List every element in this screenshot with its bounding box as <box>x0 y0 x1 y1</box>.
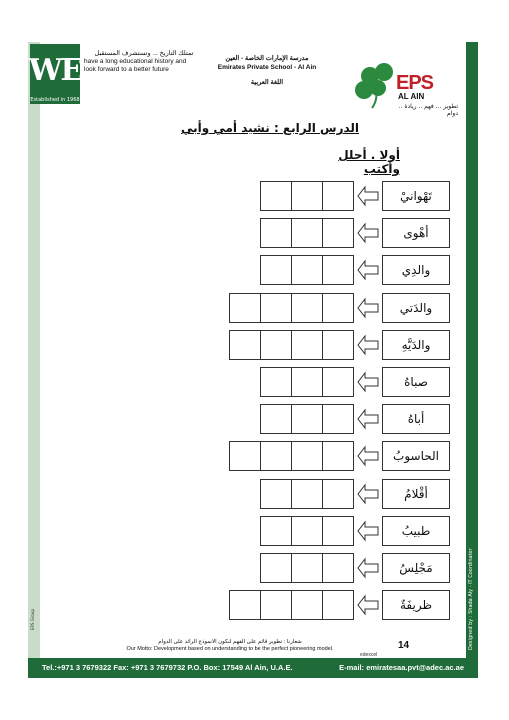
answer-cells <box>260 367 354 397</box>
footer-bar <box>28 658 478 678</box>
school-name <box>202 54 332 87</box>
answer-cells <box>260 218 354 248</box>
answer-cell[interactable] <box>322 479 354 509</box>
answer-cell[interactable] <box>291 330 323 360</box>
answer-cells <box>260 553 354 583</box>
answer-cells <box>260 255 354 285</box>
exercise-word: طبيبُ <box>382 516 450 546</box>
page-number: 14 <box>398 640 410 651</box>
arrow-left-icon <box>356 330 380 360</box>
exercise-row <box>0 516 509 546</box>
school-name-english: Emirates Private School - Al Ain <box>217 64 317 71</box>
exercise-row <box>0 441 509 471</box>
exercise-row <box>0 553 509 583</box>
answer-cell[interactable] <box>229 590 261 620</box>
answer-cell[interactable] <box>291 367 323 397</box>
answer-cell[interactable] <box>260 255 292 285</box>
exercise-row <box>0 590 509 620</box>
answer-cell[interactable] <box>260 590 292 620</box>
answer-cell[interactable] <box>260 218 292 248</box>
footer-motto-english: Our Motto: Development based on understanding to be the perfect pioneering model. <box>126 646 334 652</box>
answer-cell[interactable] <box>322 590 354 620</box>
answer-cell[interactable] <box>229 330 261 360</box>
arrow-left-icon <box>356 218 380 248</box>
answer-cells <box>229 590 354 620</box>
answer-cells <box>229 441 354 471</box>
eps-motto: تطوير ... فهم .. ريادة .. دوام <box>398 103 458 117</box>
exercise-word: والدَتي <box>382 293 450 323</box>
exercise-row <box>0 479 509 509</box>
exercise-word: تَهْوانيْ <box>382 181 450 211</box>
established-label: Established in 1968 <box>30 97 80 103</box>
answer-cell[interactable] <box>291 404 323 434</box>
exercise-word: والدَيَّهِ <box>382 330 450 360</box>
answer-cell[interactable] <box>322 441 354 471</box>
exercise-word: ظريفَةٌ <box>382 590 450 620</box>
exercise-word: صباهُ <box>382 367 450 397</box>
arrow-left-icon <box>356 516 380 546</box>
answer-cell[interactable] <box>322 330 354 360</box>
footer-motto <box>70 639 390 653</box>
answer-cell[interactable] <box>229 293 261 323</box>
tagline-arabic: تمتلك التاريخ ... وتستشرف المستقبل <box>94 50 194 57</box>
answer-cell[interactable] <box>322 255 354 285</box>
tagline <box>84 50 204 74</box>
exercise-word: أقْلامُ <box>382 479 450 509</box>
answer-cell[interactable] <box>260 330 292 360</box>
section-title: أولا . أحلل وأكتب <box>338 148 400 176</box>
answer-cell[interactable] <box>322 516 354 546</box>
answer-cell[interactable] <box>291 516 323 546</box>
eps-city: AL AIN <box>398 92 425 101</box>
answer-cells <box>260 516 354 546</box>
footer-email: E-mail: emiratesaa.pvt@adec.ac.ae <box>339 663 464 672</box>
arrow-left-icon <box>356 404 380 434</box>
answer-cell[interactable] <box>291 255 323 285</box>
answer-cell[interactable] <box>260 404 292 434</box>
answer-cell[interactable] <box>322 293 354 323</box>
answer-cell[interactable] <box>322 553 354 583</box>
exercise-row <box>0 255 509 285</box>
arrow-left-icon <box>356 590 380 620</box>
arrow-left-icon <box>356 367 380 397</box>
tagline-english-1: have a long educational history and <box>84 58 187 65</box>
answer-cell[interactable] <box>229 441 261 471</box>
answer-cell[interactable] <box>322 367 354 397</box>
answer-cells <box>260 404 354 434</box>
tagline-english-2: look forward to a better future <box>84 66 169 73</box>
exercise-row <box>0 293 509 323</box>
answer-cell[interactable] <box>260 479 292 509</box>
footer-contact: Tel.:+971 3 7679322 Fax: +971 3 7679732 P.O. Box: 17549 Al Ain, U.A.E. <box>42 663 293 672</box>
answer-cells <box>260 479 354 509</box>
answer-cell[interactable] <box>260 181 292 211</box>
exercise-row <box>0 367 509 397</box>
answer-cell[interactable] <box>291 479 323 509</box>
answer-cell[interactable] <box>322 181 354 211</box>
answer-cell[interactable] <box>260 516 292 546</box>
answer-cell[interactable] <box>291 590 323 620</box>
exercise-word: أباهُ <box>382 404 450 434</box>
answer-cell[interactable] <box>260 293 292 323</box>
answer-cells <box>229 330 354 360</box>
answer-cell[interactable] <box>260 367 292 397</box>
answer-cell[interactable] <box>322 218 354 248</box>
exercise-word: أهْوى <box>382 218 450 248</box>
answer-cells <box>260 181 354 211</box>
answer-cell[interactable] <box>322 404 354 434</box>
side-right-text: Designed by : Shada Aly - IT Coordinator <box>468 548 474 650</box>
exercise-row <box>0 404 509 434</box>
exercise-word: الحاسوبُ <box>382 441 450 471</box>
arrow-left-icon <box>356 553 380 583</box>
lesson-title: الدرس الرابع : نشيد أمي وأبي <box>180 121 360 135</box>
subject-label: اللغة العربية <box>250 79 284 86</box>
exercise-word: مَجْلِسُ <box>382 553 450 583</box>
exercise-row <box>0 218 509 248</box>
footer-motto-arabic: شعارنا : تطوير قائم على الفهم لنكون الانموذج الرائد على الدوام <box>158 639 302 645</box>
arrow-left-icon <box>356 181 380 211</box>
arrow-left-icon <box>356 293 380 323</box>
eps-logo-text: EPS <box>396 72 434 94</box>
exercise-row <box>0 330 509 360</box>
answer-cell[interactable] <box>291 441 323 471</box>
school-name-arabic: مدرسة الإمارات الخاصة - العين <box>225 55 309 62</box>
answer-cell[interactable] <box>260 553 292 583</box>
answer-cells <box>229 293 354 323</box>
arrow-left-icon <box>356 441 380 471</box>
answer-cell[interactable] <box>260 441 292 471</box>
edexcel-logo: edexcel <box>360 652 378 658</box>
exercise-word: والدِي <box>382 255 450 285</box>
arrow-left-icon <box>356 479 380 509</box>
answer-cell[interactable] <box>291 553 323 583</box>
arrow-left-icon <box>356 255 380 285</box>
answer-cell[interactable] <box>291 181 323 211</box>
answer-cell[interactable] <box>291 218 323 248</box>
we-logo: WE <box>30 44 80 96</box>
exercise-row <box>0 181 509 211</box>
answer-cell[interactable] <box>291 293 323 323</box>
side-left-text: EPS Group <box>30 609 35 630</box>
